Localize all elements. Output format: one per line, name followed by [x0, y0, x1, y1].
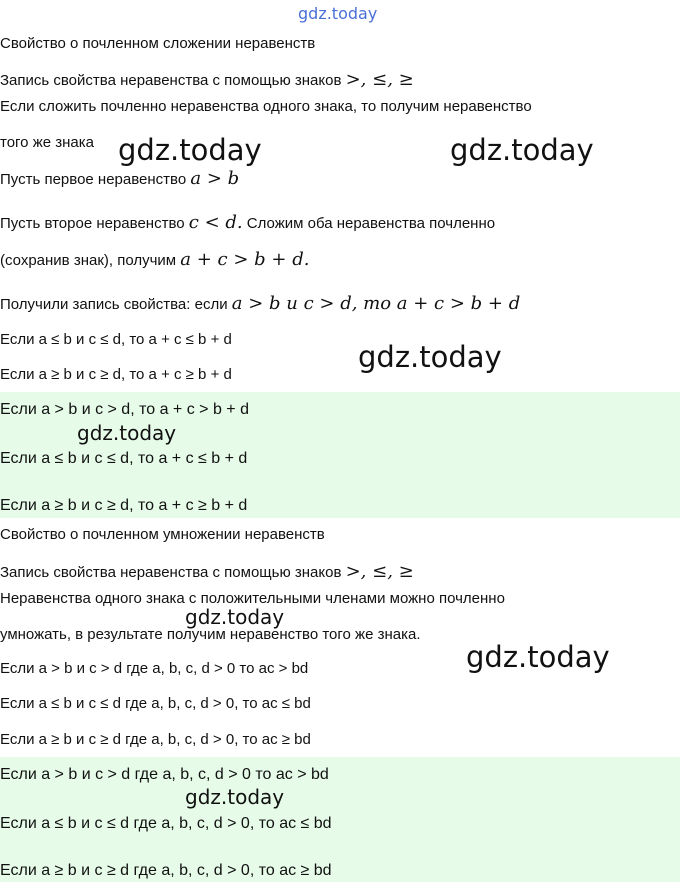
sum-signs-line: [0, 70, 414, 91]
watermark-1: gdz.today: [118, 133, 262, 167]
sum-second-math: c < d.: [188, 212, 243, 233]
sum-box-ge: Если a ≥ b и c ≥ d, то a + c ≥ b + d: [0, 497, 248, 514]
sum-heading: Свойство о почленном сложении неравенств: [0, 35, 316, 52]
sum-second-line: [0, 213, 495, 234]
sum-rule-line1: Если сложить почленно неравенства одного знака, то получим неравенство: [0, 98, 532, 115]
sum-result-line: [0, 294, 520, 315]
sum-box-le: Если a ≤ b и c ≤ d, то a + c ≤ b + d: [0, 450, 248, 467]
sum-signs: >, ≤, ≥: [345, 69, 414, 90]
sum-ge-line: Если a ≥ b и c ≥ d, то a + c ≥ b + d: [0, 366, 232, 383]
watermark-7: gdz.today: [185, 785, 285, 809]
sum-second-label: Пусть второе неравенство: [0, 215, 185, 232]
sum-first-math: a > b: [190, 168, 240, 189]
mult-gt-line: Если a > b и c > d где a, b, c, d > 0 то ac > bd: [0, 660, 309, 677]
sum-save-label: (сохранив знак), получим: [0, 252, 177, 269]
mult-signs-label: Запись свойства неравенства с помощью знаков: [0, 564, 342, 581]
sum-result-math: a > b и c > d, то a + c > b + d: [231, 293, 521, 314]
mult-box-le: Если a ≤ b и c ≤ d где a, b, c, d > 0, то ac ≤ bd: [0, 815, 332, 832]
mult-signs-line: [0, 562, 414, 583]
sum-result-label: Получили запись свойства: если: [0, 296, 228, 313]
watermark-6: gdz.today: [466, 640, 610, 674]
sum-save-math: a + c > b + d.: [180, 249, 310, 270]
sum-signs-label: Запись свойства неравенства с помощью знаков: [0, 72, 342, 89]
sum-rule-line2: того же знака: [0, 134, 94, 151]
watermark-2: gdz.today: [450, 133, 594, 167]
watermark-3: gdz.today: [358, 340, 502, 374]
mult-le-line: Если a ≤ b и c ≤ d где a, b, c, d > 0, то ac ≤ bd: [0, 695, 311, 712]
watermark-top: gdz.today: [298, 4, 378, 23]
sum-save-line: [0, 250, 309, 271]
mult-signs: >, ≤, ≥: [345, 561, 414, 582]
mult-rule-line2: умножать, в результате получим неравенство того же знака.: [0, 626, 421, 643]
sum-first-label: Пусть первое неравенство: [0, 171, 187, 188]
sum-first-line: [0, 169, 239, 190]
watermark-4: gdz.today: [77, 421, 177, 445]
sum-box-gt: Если a > b и c > d, то a + c > b + d: [0, 401, 249, 418]
mult-ge-line: Если a ≥ b и c ≥ d где a, b, c, d > 0, то ac ≥ bd: [0, 731, 311, 748]
sum-le-line: Если a ≤ b и c ≤ d, то a + c ≤ b + d: [0, 331, 232, 348]
mult-rule-line1: Неравенства одного знака с положительными членами можно почленно: [0, 590, 505, 607]
mult-box-gt: Если a > b и c > d где a, b, c, d > 0 то ac > bd: [0, 766, 329, 783]
mult-box-ge: Если a ≥ b и c ≥ d где a, b, c, d > 0, то ac ≥ bd: [0, 862, 332, 879]
watermark-5: gdz.today: [185, 605, 285, 629]
mult-heading: Свойство о почленном умножении неравенств: [0, 526, 325, 543]
sum-second-rest: Сложим оба неравенства почленно: [242, 215, 496, 232]
